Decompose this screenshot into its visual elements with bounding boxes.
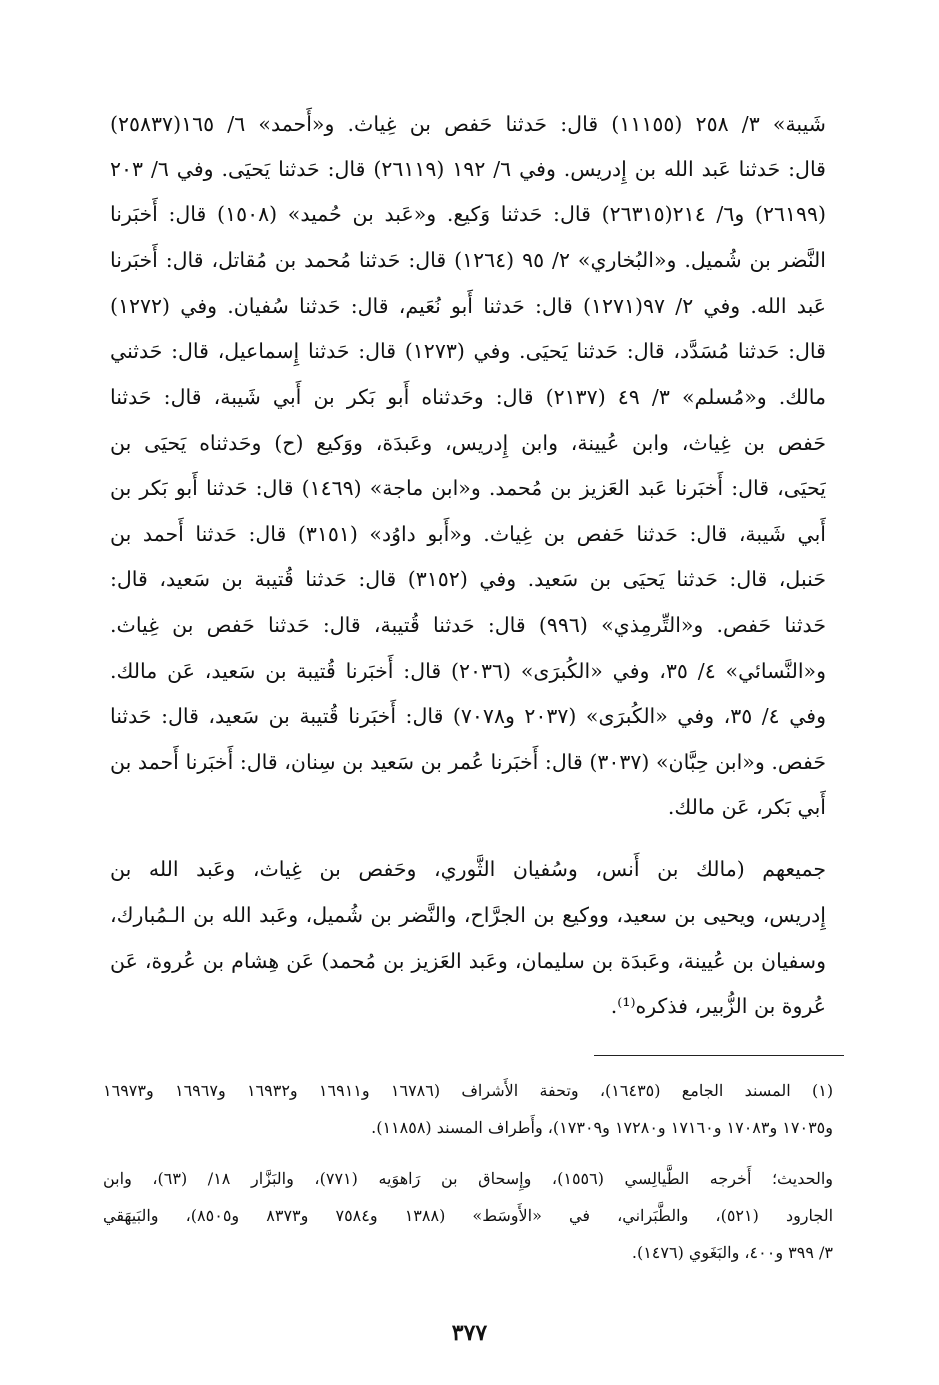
text-line: يَحيَى، قال: أَخبَرنا عَبد العَزيز بن مُحمد. و«ابن ماجة» (١٤٦٩) قال: حَدثنا أَبو بَكر بن [110,476,826,500]
text-line: حَفص بن غِياث، وابن عُيينة، وابن إِدريس، وعَبدَة، ووَكيع (ح) وحَدثناه يَحيَى بن [110,431,826,455]
text-line: وفي ٤/ ٣٥، وفي «الكُبرَى» (٢٠٣٧ و٧٠٧٨) قال: أَخبَرنا قُتيبة بن سَعيد، قال: حَدثنا [110,704,826,728]
text-line: قال: حَدثنا مُسَدَّد، قال: حَدثنا يَحيَى. وفي (١٢٧٣) قال: حَدثنا إِسماعيل، قال: حَدثني [110,339,826,363]
text-line: عُروة بن الزُّبير، فذكره⁽¹⁾. [610,994,826,1018]
text-line: حَفص. و«ابن حِبَّان» (٣٠٣٧) قال: أَخبَرنا عُمر بن سَعيد بن سِنان، قال: أَخبَرنا أَحمد بن [110,750,826,774]
text-line: (٢٦١٩٩) و٦/ ٢١٤(٢٦٣١٥) قال: حَدثنا وَكيع. و«عَبد بن حُميد» (١٥٠٨) قال: أَخبَرنا [110,202,826,226]
text-line: و«النَّسائي» ٤/ ٣٥، وفي «الكُبرَى» (٢٠٣٦) قال: أَخبَرنا قُتيبة بن سَعيد، عَن مالك. [110,659,826,683]
text-line: حَدثنا حَفص. و«التِّرمِذي» (٩٩٦) قال: حَدثنا قُتيبة، قال: حَدثنا حَفص بن غِياث. [110,613,826,637]
page-number: ٣٧٧ [451,1320,488,1346]
footnote-line: و١٧٠٣٥ و١٧٠٨٣ و١٧١٦٠ و١٧٢٨٠ و١٧٣٠٩)، وأَطراف المسند (١١٨٥٨). [371,1118,833,1137]
footnote-line: والحديث؛ أَخرجه الطَّيالِسي (١٥٥٦)، وإِسحاق بن رَاهوَيه (٧٧١)، والبَزَّار ١٨/ (٦٣)، وابن [103,1169,833,1188]
text-line: أَبي بَكر، عَن مالك. [667,795,826,819]
text-line: حَنبل، قال: حَدثنا يَحيَى بن سَعيد. وفي (٣١٥٢) قال: حَدثنا قُتيبة بن سَعيد، قال: [110,567,826,591]
footnote-line: ٣/ ٣٩٩ و٤٠٠، والبَغَوي (١٤٧٦). [631,1243,833,1262]
text-line: قال: حَدثنا عَبد الله بن إِدريس. وفي ٦/ ١٩٢ (٢٦١١٩) قال: حَدثنا يَحيَى. وفي ٦/ ٢٠٣ [110,157,826,181]
footnote-line: الجارود (٥٢١)، والطَّبَراني، في «الأَوسَط» (١٣٨٨ و٧٥٨٤ و٨٣٧٣ و٨٥٠٥)، والبَيهَقي [103,1206,833,1225]
text-line: مالك. و«مُسلم» ٣/ ٤٩ (٢١٣٧) قال: وحَدثناه أَبو بَكر بن أَبي شَيبة، قال: حَدثنا [110,385,826,409]
text-line: شَيبة» ٣/ ٢٥٨ (١١١٥٥) قال: حَدثنا حَفص بن غِياث. و«أَحمد» ٦/ ١٦٥(٢٥٨٣٧) [110,112,826,136]
text-line: جميعهم (مالك بن أَنس، وسُفيان الثَّوري، وحَفص بن غِياث، وعَبد الله بن [110,857,826,881]
text-line: وسفيان بن عُيينة، وعَبدَة بن سليمان، وعَبد العَزيز بن مُحمد) عَن هِشام بن عُروة، عَن [110,949,826,973]
text-line: النَّضر بن شُميل. و«البُخاري» ٢/ ٩٥ (١٢٦٤) قال: حَدثنا مُحمد بن مُقاتل، قال: أَخبَرنا [110,248,826,272]
footnote-divider [594,1055,844,1056]
text-line: أَبي شَيبة، قال: حَدثنا حَفص بن غِياث. و«أَبو داوُد» (٣١٥١) قال: حَدثنا أَحمد بن [110,522,826,546]
text-line: عَبد الله. وفي ٢/ ٩٧(١٢٧١) قال: حَدثنا أَبو نُعَيم، قال: حَدثنا سُفيان. وفي (١٢٧٢) [110,294,826,318]
footnote-line: (١) المسند الجامع (١٦٤٣٥)، وتحفة الأَشراف (١٦٧٨٦ و١٦٩١١ و١٦٩٣٢ و١٦٩٦٧ و١٦٩٧٣ [103,1081,833,1100]
text-line: إِدريس، ويحيى بن سعيد، ووكيع بن الجرَّاح، والنَّضر بن شُميل، وعَبد الله بن الـمُبارك، [110,903,826,927]
